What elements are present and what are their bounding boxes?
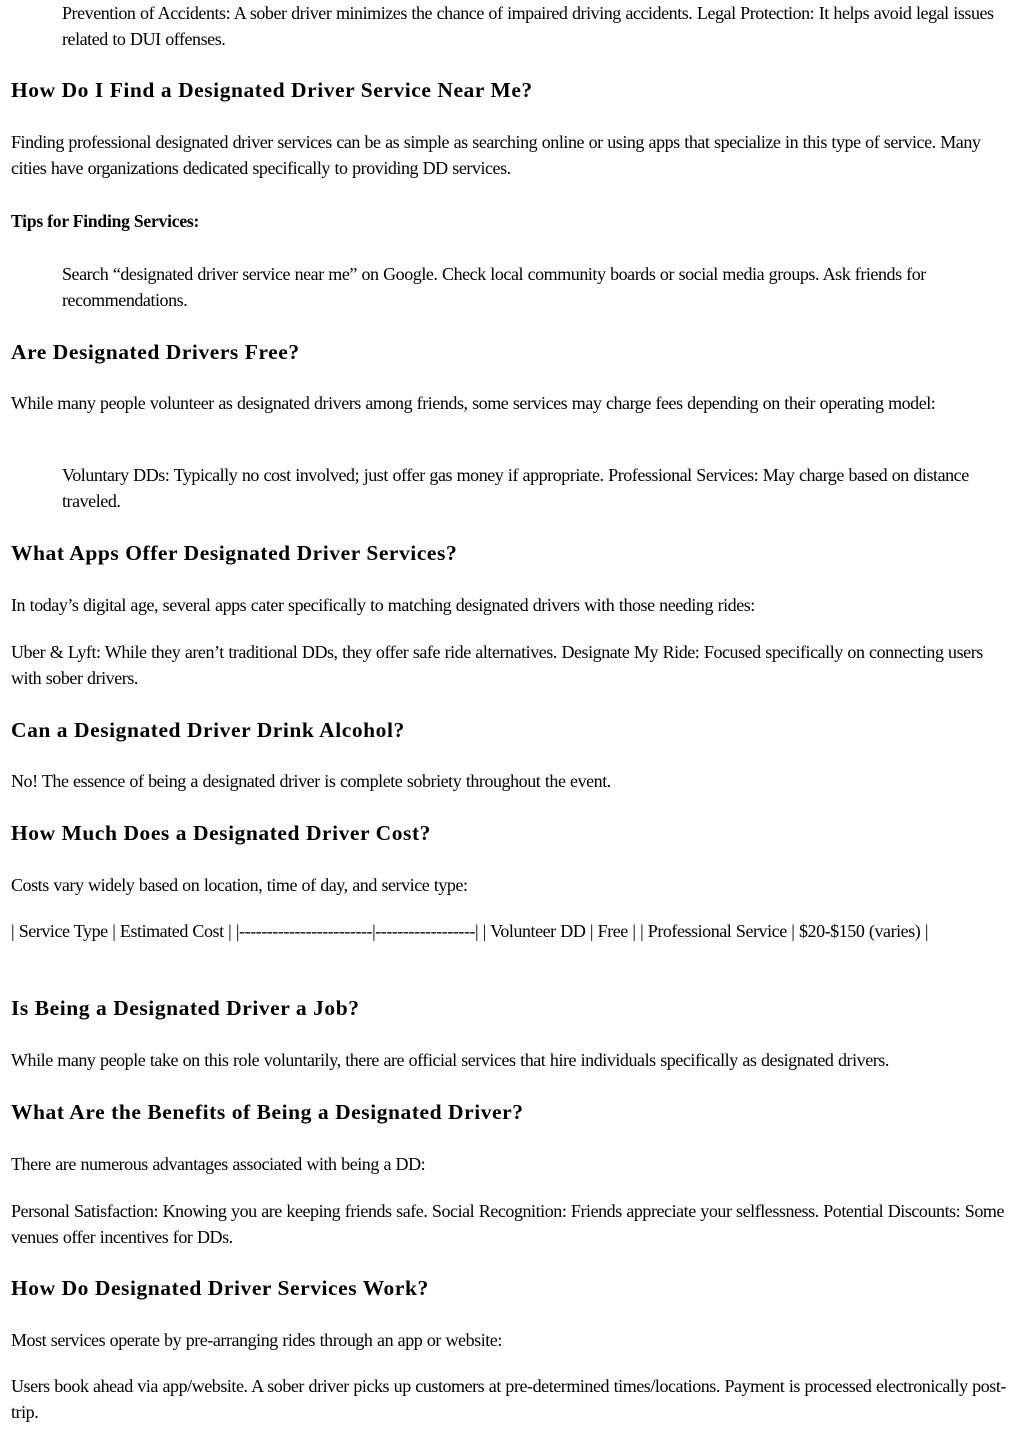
work-list: Users book ahead via app/website. A sober driver picks up customers at pre-determined times/locations. Payment is processed electronically post-trip. bbox=[11, 1376, 1006, 1422]
heading-drink: Can a Designated Driver Drink Alcohol? bbox=[11, 718, 405, 742]
heading-apps: What Apps Offer Designated Driver Services? bbox=[11, 541, 458, 565]
heading-job: Is Being a Designated Driver a Job? bbox=[11, 996, 360, 1020]
apps-list: Uber & Lyft: While they aren’t traditional DDs, they offer safe ride alternatives. Designate My Ride: Focused specifically on connecting users with sober drivers. bbox=[11, 642, 983, 688]
tips-list: Search “designated driver service near me” on Google. Check local community boards or social media groups. Ask friends for recommendations. bbox=[62, 264, 926, 310]
paragraph-apps: In today’s digital age, several apps cater specifically to matching designated drivers with those needing rides: bbox=[11, 595, 755, 615]
paragraph-work: Most services operate by pre-arranging rides through an app or website: bbox=[11, 1330, 502, 1350]
benefits-list: Personal Satisfaction: Knowing you are keeping friends safe. Social Recognition: Friends appreciate your selflessness. Potential Discounts: Some venues offer incentives for DDs. bbox=[11, 1201, 1004, 1247]
paragraph-find-service: Finding professional designated driver services can be as simple as searching online or using apps that specialize in this type of service. Many cities have organizations dedicated specifically to providing DD services. bbox=[11, 132, 981, 178]
heading-cost: How Much Does a Designated Driver Cost? bbox=[11, 821, 431, 845]
paragraph-job: While many people take on this role voluntarily, there are official services that hire individuals specifically as designated drivers. bbox=[11, 1050, 889, 1070]
paragraph-benefits: There are numerous advantages associated with being a DD: bbox=[11, 1154, 426, 1174]
paragraph-free: While many people volunteer as designated drivers among friends, some services may charge fees depending on their operating model: bbox=[11, 393, 936, 413]
paragraph-drink: No! The essence of being a designated driver is complete sobriety throughout the event. bbox=[11, 771, 611, 791]
heading-work: How Do Designated Driver Services Work? bbox=[11, 1276, 429, 1300]
heading-benefits: What Are the Benefits of Being a Designated Driver? bbox=[11, 1100, 524, 1124]
heading-find-service: How Do I Find a Designated Driver Service Near Me? bbox=[11, 78, 533, 102]
free-list: Voluntary DDs: Typically no cost involved; just offer gas money if appropriate. Professional Services: May charge based on distance traveled. bbox=[62, 465, 969, 511]
heading-free: Are Designated Drivers Free? bbox=[11, 340, 300, 364]
cost-table-raw: | Service Type | Estimated Cost | |------------------------|------------------| | Volunteer DD | Free | | Professional Service | $20-$150 (varies) | bbox=[11, 921, 929, 941]
paragraph-cost: Costs vary widely based on location, time of day, and service type: bbox=[11, 875, 468, 895]
benefits-list-continued: Prevention of Accidents: A sober driver minimizes the chance of impaired driving accidents. Legal Protection: It helps avoid legal issues related to DUI offenses. bbox=[62, 3, 994, 49]
subheading-tips: Tips for Finding Services: bbox=[11, 211, 200, 231]
